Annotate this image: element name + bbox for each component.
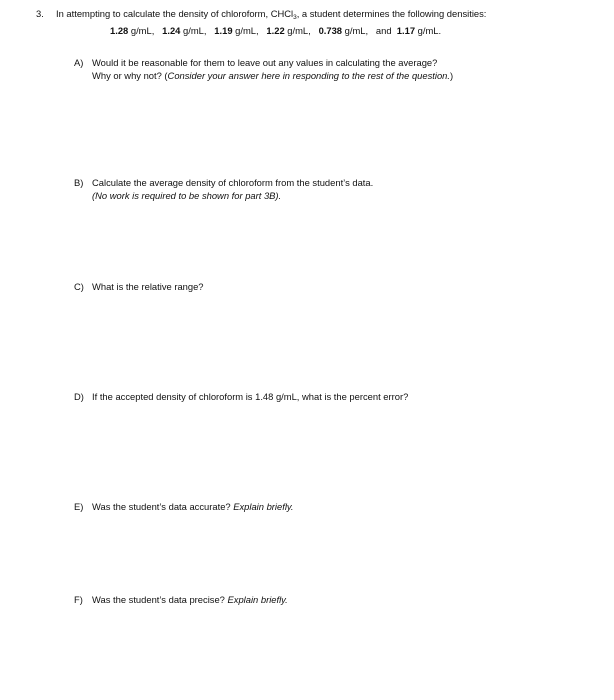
part-a-instruction: Consider your answer here in responding to the rest of the question. xyxy=(167,70,451,81)
part-a-close: ) xyxy=(450,70,454,81)
density-value: 0.738 xyxy=(318,25,343,36)
part-e xyxy=(74,500,294,513)
part-e-instruction: Explain briefly. xyxy=(233,501,294,512)
density-value: 1.19 xyxy=(214,25,233,36)
question-stem xyxy=(56,8,486,19)
and-word: and xyxy=(375,25,392,36)
part-letter: B) xyxy=(74,177,84,188)
question-number: 3. xyxy=(36,8,44,19)
part-c-line1: What is the relative range? xyxy=(92,281,204,292)
part-b-line1: Calculate the average density of chloroform from the student’s data. xyxy=(92,177,374,188)
formula-subscript: 3 xyxy=(293,14,297,21)
density-unit: g/mL, xyxy=(128,25,155,36)
part-e-line1: Was the student’s data accurate? xyxy=(92,501,234,512)
stem-text-end: , a student determines the following densities: xyxy=(296,8,487,19)
density-unit: g/mL, xyxy=(180,25,207,36)
part-f xyxy=(74,593,288,606)
part-d xyxy=(74,390,408,403)
density-value: 1.22 xyxy=(266,25,285,36)
density-list xyxy=(110,25,441,36)
part-letter: E) xyxy=(74,501,84,512)
part-a xyxy=(74,56,453,82)
part-letter: A) xyxy=(74,57,84,68)
stem-text: In attempting to calculate the density of chloroform, CHCl xyxy=(56,8,294,19)
density-unit: g/mL, xyxy=(284,25,311,36)
part-a-line1: Would it be reasonable for them to leave out any values in calculating the average? xyxy=(92,57,438,68)
part-b-instruction: (No work is required to be shown for part 3B). xyxy=(92,190,282,201)
part-f-line1: Was the student’s data precise? xyxy=(92,594,228,605)
density-unit: g/mL, xyxy=(232,25,259,36)
density-value: 1.28 xyxy=(110,25,129,36)
density-unit: g/mL. xyxy=(415,25,442,36)
density-unit: g/mL, xyxy=(342,25,369,36)
part-letter: D) xyxy=(74,391,84,402)
density-value: 1.17 xyxy=(396,25,416,36)
part-b xyxy=(74,176,373,202)
part-d-line1: If the accepted density of chloroform is 1.48 g/mL, what is the percent error? xyxy=(92,391,409,402)
density-value: 1.24 xyxy=(162,25,181,36)
part-c xyxy=(74,280,204,293)
part-f-instruction: Explain briefly. xyxy=(227,594,288,605)
part-letter: C) xyxy=(74,281,84,292)
part-letter: F) xyxy=(74,594,83,605)
part-a-line2: Why or why not? ( xyxy=(92,70,168,81)
